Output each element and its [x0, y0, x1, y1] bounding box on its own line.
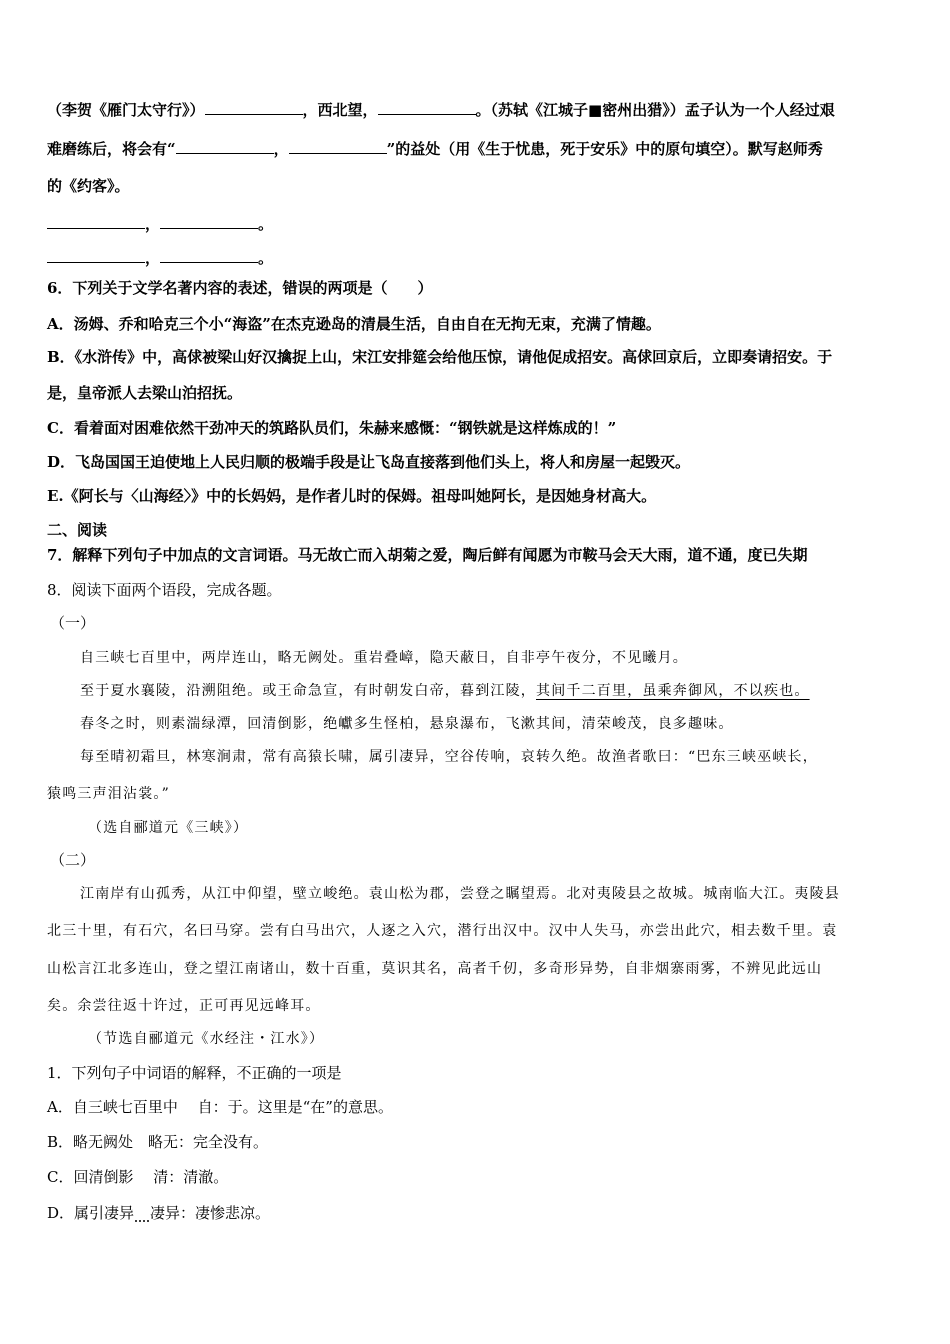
text-segment: （李贺《雁门太守行》）: [47, 101, 205, 119]
sub1-option-d[interactable]: [47, 1206, 270, 1221]
fill-line-2: [47, 141, 823, 157]
passage-para: 每至晴初霜旦，林寒涧肃，常有高猿长啸，属引凄异，空谷传响，哀转久绝。故渔者歌曰：“巴东三峡巫峡长，: [80, 749, 818, 765]
text-segment: 难磨练后，将会有“: [47, 140, 176, 158]
sub1-stem: 1．下列句子中词语的解释，不正确的一项是: [47, 1064, 342, 1082]
text-segment: ”的益处（用《生于忧患，死于安乐》中的原句填空）。默写赵师秀: [386, 140, 823, 158]
q6-option-e[interactable]: E.《阿长与〈山海经〉》中的长妈妈，是作者儿时的保姆。祖母叫她阿长，是因她身材高大。: [47, 487, 657, 505]
passage-source: （节选自郦道元《水经注・江水》）: [88, 1031, 325, 1047]
sub1-option-b[interactable]: B．略无阙处 略无：完全没有。: [47, 1133, 269, 1151]
answer-blank[interactable]: [47, 216, 145, 229]
q6-option-c[interactable]: C．看着面对困难依然干劲冲天的筑路队员们，朱赫来感慨：“钢铁就是这样炼成的！”: [47, 419, 617, 437]
text-segment: 凄异：凄惨悲凉。: [150, 1204, 271, 1222]
emphasis-dots: [134, 1208, 150, 1218]
fill-line-3: 的《约客》。: [47, 177, 130, 195]
passage-para: 江南岸有山孤秀，从江中仰望，壁立峻绝。袁山松为郡，尝登之瞩望焉。北对夷陵县之故城。城南临大江。夷陵县: [80, 886, 840, 902]
answer-blank[interactable]: [378, 102, 476, 115]
comma: ，: [145, 215, 161, 233]
q7-text: 7．解释下列句子中加点的文言词语。马无故亡而入胡菊之爱，陶后鲜有闻愿为市鞍马会天大雨，道不通，度已失期: [47, 546, 808, 564]
passage-para-cont: 山松言江北多连山，登之望江南诸山，数十百重，莫识其名，高者千仞，多奇形异势，自非烟寨雨雾，不辨见此远山: [47, 961, 823, 977]
sub1-option-c[interactable]: C．回清倒影 清：清澈。: [47, 1168, 229, 1186]
passage-para: [80, 684, 810, 698]
sub1-option-a[interactable]: A．自三峡七百里中 自：于。这里是“在”的意思。: [47, 1098, 393, 1116]
fill-line-4: [47, 216, 273, 232]
part-label: （二）: [50, 851, 96, 869]
q6-option-b-line2[interactable]: 是，皇帝派人去梁山泊招抚。: [47, 384, 243, 402]
q6-option-d[interactable]: D．飞岛国国王迫使地上人民归顺的极端手段是让飞岛直接落到他们头上，将人和房屋一起毁灭。: [47, 453, 691, 471]
passage-para-cont: 猿鸣三声泪沾裳。”: [47, 786, 170, 802]
period: 。: [258, 249, 274, 267]
passage-para-cont: 矣。余尝往返十许过，正可再见远峰耳。: [47, 998, 321, 1014]
answer-blank[interactable]: [160, 250, 258, 263]
q6-stem: 6．下列关于文学名著内容的表述，错误的两项是（ ）: [47, 279, 433, 297]
answer-blank[interactable]: [47, 250, 145, 263]
comma: ，: [145, 249, 161, 267]
part-label: （一）: [50, 614, 96, 632]
fill-line-1: [47, 102, 835, 118]
q8-stem: 8．阅读下面两个语段，完成各题。: [47, 581, 282, 599]
text-segment: ，: [273, 140, 289, 158]
text-segment: ，西北望，: [302, 101, 378, 119]
passage-para-cont: 北三十里，有石穴，名曰马穿。尝有白马出穴，人逐之入穴，潜行出汉中。汉中人失马，亦尝出此穴，相去数千里。袁: [47, 923, 838, 939]
passage-para: 春冬之时，则素湍绿潭，回清倒影，绝巘多生怪柏，悬泉瀑布，飞漱其间，清荣峻茂，良多趣味。: [80, 716, 734, 732]
answer-blank[interactable]: [176, 141, 274, 154]
text-segment: 至于夏水襄陵，沿溯阻绝。或王命急宣，有时朝发白帝，暮到江陵，: [80, 683, 536, 699]
period: 。: [258, 215, 274, 233]
text-segment: 。（苏轼《江城子■密州出猎》）孟子认为一个人经过艰: [475, 101, 835, 119]
answer-blank[interactable]: [205, 102, 303, 115]
answer-blank[interactable]: [289, 141, 387, 154]
q6-option-b-line1[interactable]: B．《水浒传》中，高俅被梁山好汉擒捉上山，宋江安排筵会给他压惊，请他促成招安。高俅回京后，立即奏请招安。于: [47, 348, 833, 366]
answer-blank[interactable]: [160, 216, 258, 229]
fill-line-5: [47, 250, 273, 266]
text-segment: D．属引凄异: [47, 1204, 135, 1222]
passage-para: 自三峡七百里中，两岸连山，略无阙处。重岩叠嶂，隐天蔽日，自非亭午夜分，不见曦月。: [80, 650, 688, 666]
underlined-sentence: 其间千二百里，虽乘奔御风，不以疾也。: [536, 683, 810, 699]
section-title: 二、阅读: [47, 521, 108, 539]
q6-option-a[interactable]: A．汤姆、乔和哈克三个小“海盗”在杰克逊岛的清晨生活，自由自在无拘无束，充满了情趣。: [47, 315, 661, 333]
passage-source: （选自郦道元《三峡》）: [88, 820, 249, 836]
